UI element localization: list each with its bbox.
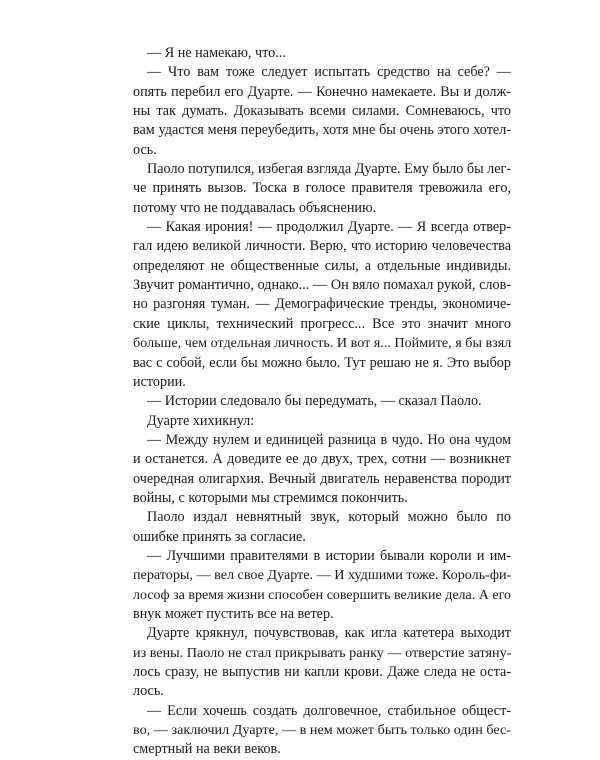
text-line: ские циклы, технический прогресс... Все это значит много	[133, 315, 511, 332]
text-line: че принять вызов. Тоска в голосе правителя тревожила его,	[133, 180, 511, 197]
text-line: но разгоняя туман. — Демографические тренды, экономиче-	[133, 296, 511, 313]
text-line: истории.	[133, 373, 186, 390]
text-line: во, — заключил Дуарте, — в нем может быть только один бес-	[133, 722, 511, 739]
text-line: из вены. Паоло не стал прикрывать ранку — отверстие затяну-	[133, 644, 512, 661]
text-line: Звучит романтично, однако... — Он вяло помахал рукой, слов-	[133, 277, 511, 294]
text-line: очередная олигархия. Вечный двигатель неравенства породит	[133, 470, 511, 487]
text-line: и останется. А доведите ее до двух, трех, сотни — возникнет	[133, 451, 511, 468]
text-line: — Лучшими правителями в истории бывали короли и им-	[147, 547, 511, 564]
text-line: Дуарте хихикнул:	[147, 412, 255, 429]
text-line: ось.	[133, 141, 157, 158]
text-line: больше, чем отдельная личность. И вот я... Поймите, я бы взял	[133, 335, 512, 352]
text-line: войны, с которыми мы стремимся покончить.	[133, 489, 408, 506]
text-line: Паоло потупился, избегая взгляда Дуарте. Ему было бы лег-	[147, 161, 512, 178]
text-line: — Между нулем и единицей разница в чудо. Но она чудом	[147, 431, 511, 448]
text-line: лософ за время жизни способен совершить великие дела. А его	[133, 587, 511, 603]
body-text	[133, 44, 511, 760]
text-line: Паоло издал невнятный звук, который можно было по	[147, 509, 511, 526]
text-line: вас с собой, если бы можно было. Тут решаю не я. Это выбор	[133, 354, 511, 371]
text-line: Дуарте крякнул, почувствовав, как игла катетера выходит	[147, 625, 511, 642]
text-line: ператоры, — вел свое Дуарте. — И худшими тоже. Король-фи-	[133, 567, 512, 584]
text-line: гал идею великой личности. Верю, что историю человечества	[133, 238, 511, 255]
text-line: ошибке принять за согласие.	[133, 528, 306, 545]
text-line: внук может пустить все на ветер.	[133, 605, 334, 622]
text-line: — Какая ирония! — продолжил Дуарте. — Я всегда отвер-	[147, 219, 511, 236]
text-line: — Если хочешь создать долговечное, стабильное общест-	[147, 702, 511, 719]
text-line: вам удастся меня переубедить, хотя мне бы очень этого хотел-	[133, 122, 511, 139]
text-line: ны так думать. Доказывать всеми силами. Сомневаюсь, что	[133, 103, 511, 120]
text-line: — Что вам тоже следует испытать средство на себе? —	[147, 64, 511, 81]
text-line: определяют не общественные силы, а отдельные индивиды.	[133, 257, 511, 274]
text-line: — Я не намекаю, что...	[147, 45, 286, 61]
text-line: — Истории следовало бы передумать, — сказал Паоло.	[147, 393, 482, 410]
text-line: потому что не поддавалась объяснению.	[133, 199, 377, 216]
text-line: опять перебил его Дуарте. — Конечно намекаете. Вы и долж-	[133, 83, 511, 100]
text-line: лось сразу, не выпустив ни капли крови. Даже следа не оста-	[133, 664, 511, 680]
text-line: лось.	[133, 683, 164, 700]
text-line: смертный на веки веков.	[133, 741, 281, 758]
